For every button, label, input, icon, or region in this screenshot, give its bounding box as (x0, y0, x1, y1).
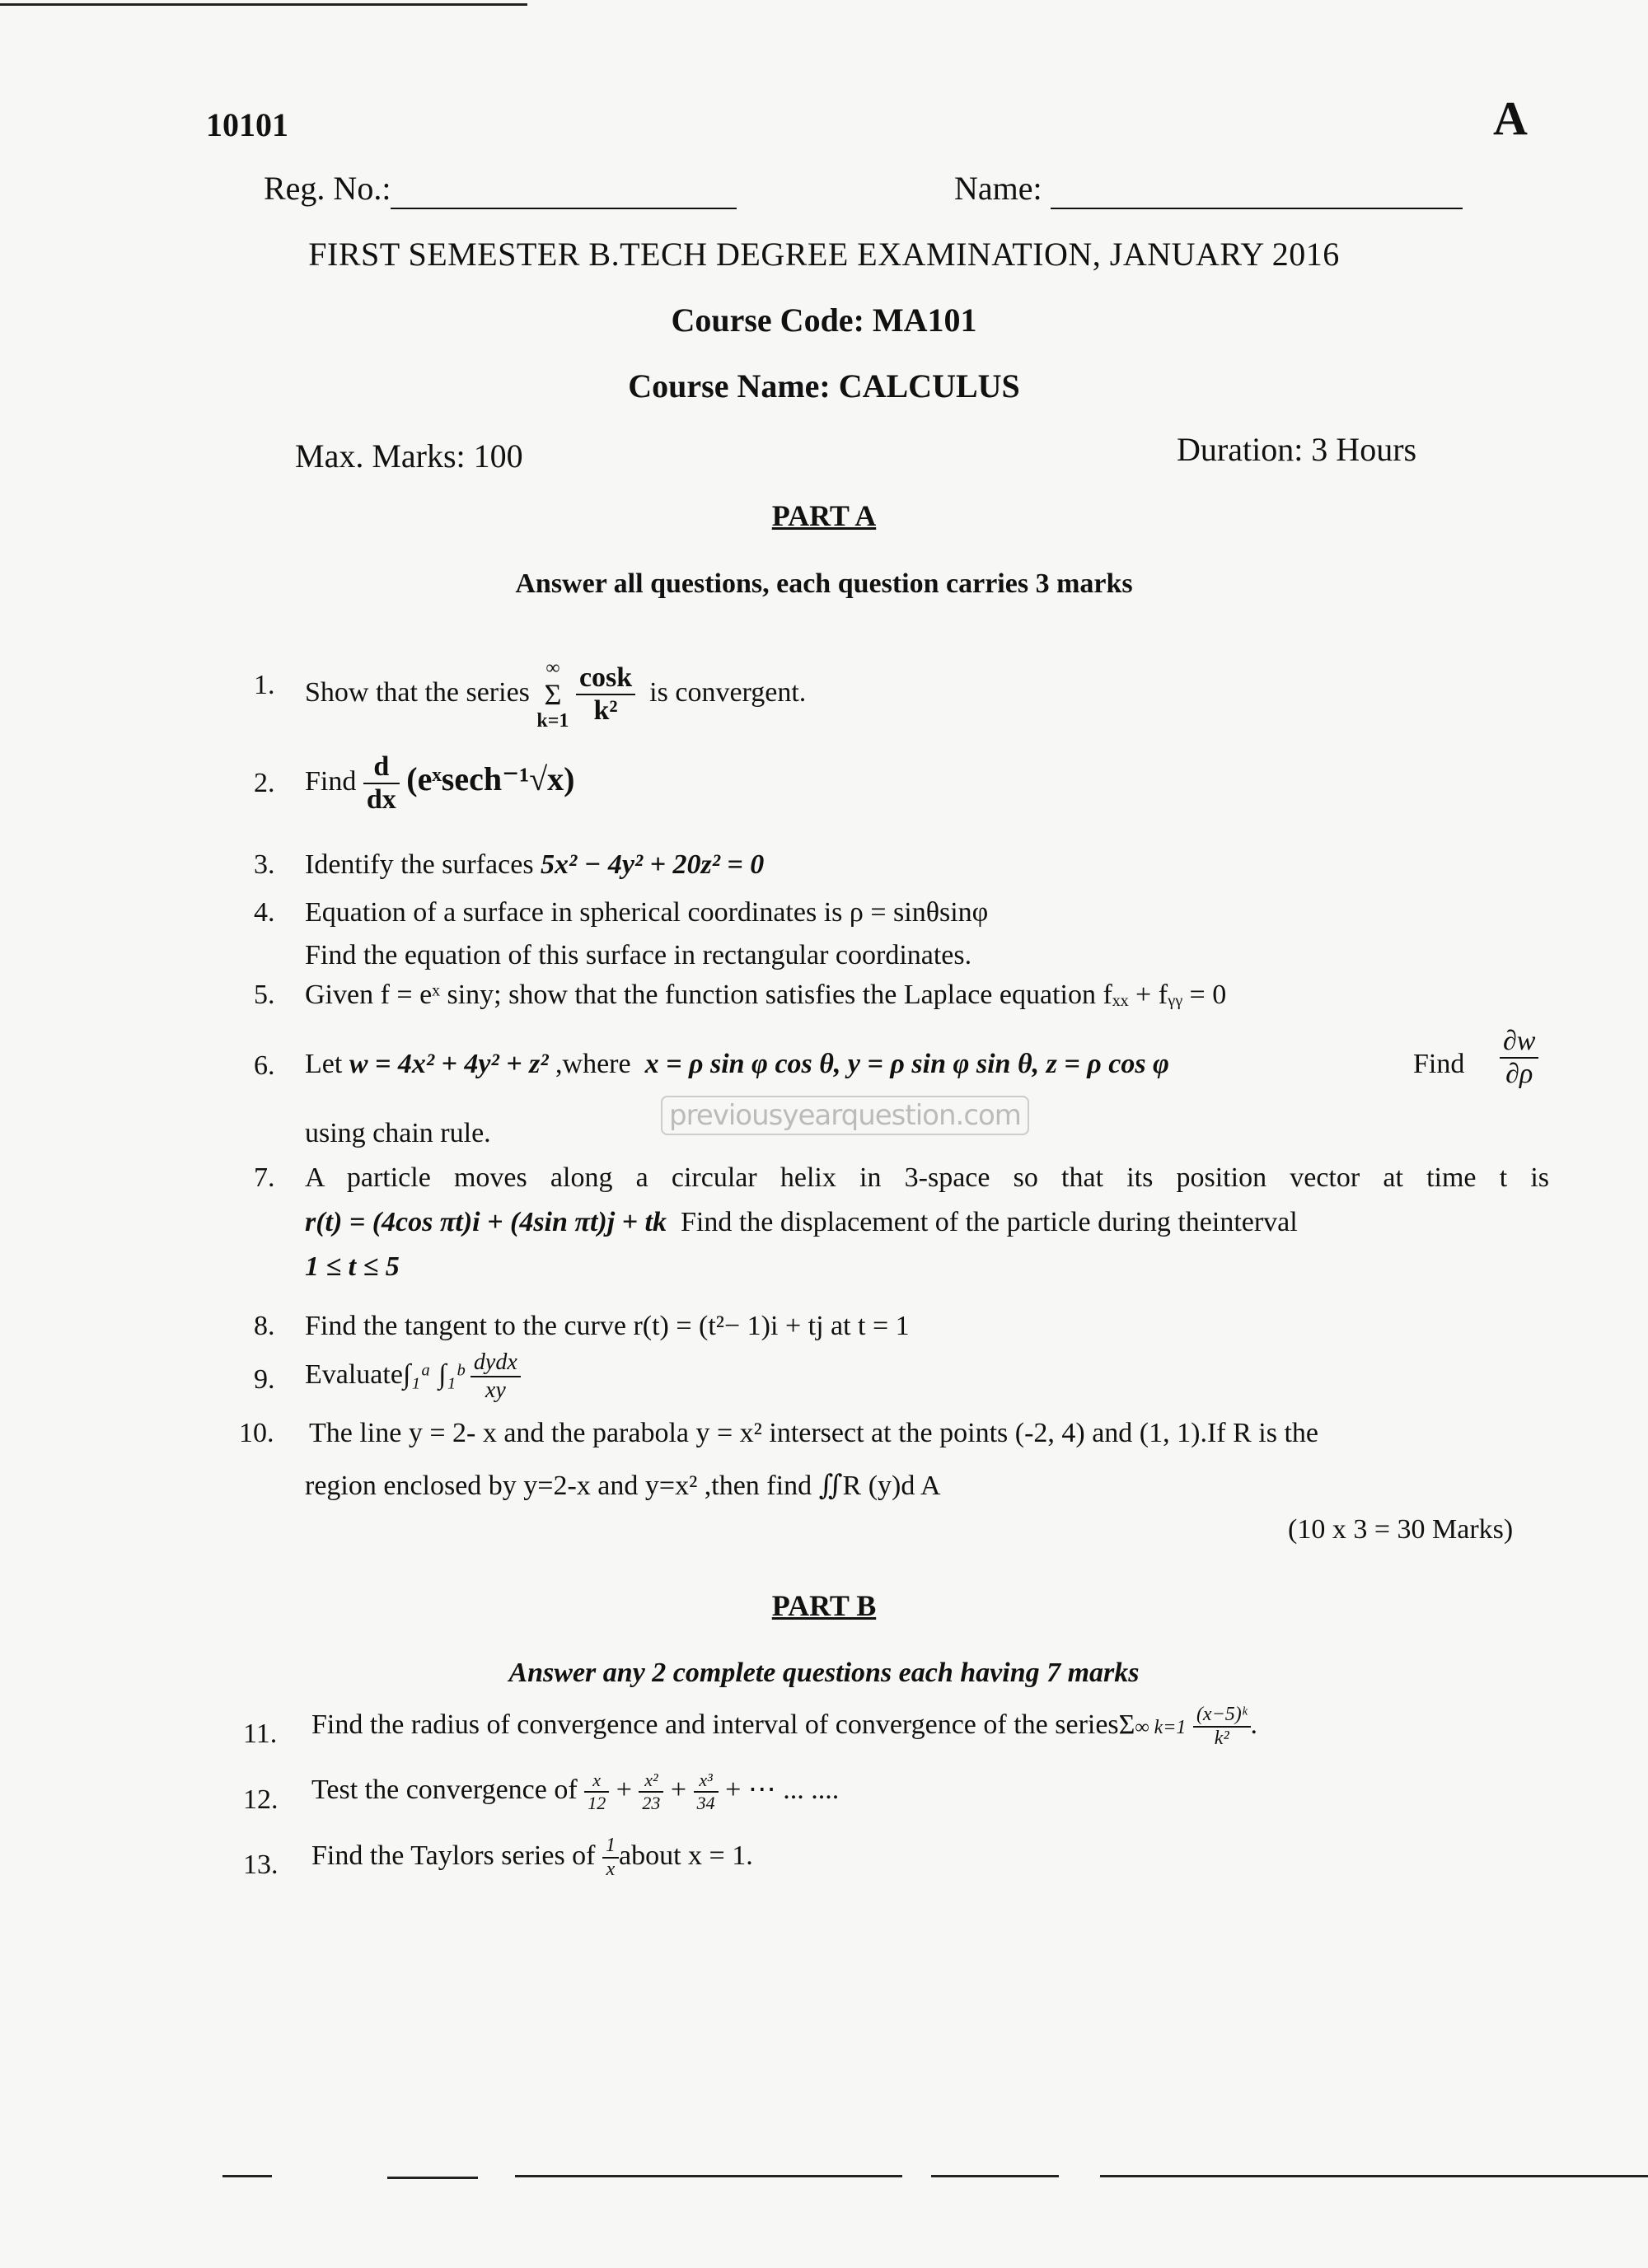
q11-pre-text: Find the radius of convergence and interval of convergence of the series (311, 1709, 1119, 1740)
term-1-denominator: 12 (588, 1793, 606, 1813)
derivative-numerator: d (363, 751, 400, 784)
question-set: A (1493, 91, 1528, 145)
question-text (305, 751, 575, 816)
sigma-symbol: Σ (544, 678, 562, 711)
sum-lower-limit: k=1 (536, 710, 569, 732)
q3-pre-text: Identify the surfaces (305, 849, 534, 880)
q1-pre-text: Show that the series (305, 676, 530, 708)
q7-line-2 (305, 1206, 1549, 1239)
reg-no-blank (391, 169, 737, 209)
term-3-numerator: x³ (694, 1770, 719, 1793)
term-3-denominator: 34 (696, 1793, 715, 1813)
q6-pre-text: Let (305, 1049, 343, 1079)
reciprocal-fraction (602, 1835, 619, 1881)
series-tail: + ⋯ ... .... (725, 1774, 840, 1805)
sum-limits: ∞ k=1 (1135, 1716, 1187, 1738)
fraction (576, 662, 635, 727)
footer-rule (1100, 2175, 1648, 2177)
derivative-denominator: dx (366, 784, 396, 815)
course-code: Course Code: MA101 (671, 302, 977, 339)
q1-post-text: is convergent. (649, 676, 807, 708)
question-number: 7. (254, 1162, 275, 1193)
part-a-marks: (10 x 3 = 30 Marks) (1288, 1514, 1514, 1545)
q4-line-1: Equation of a surface in spherical coordinates is ρ = sinθsinφ (305, 897, 989, 928)
part-b-instruction: Answer any 2 complete questions each having 7 marks (508, 1658, 1140, 1688)
sum-upper-limit: ∞ (545, 657, 560, 679)
q11-post-text: . (1250, 1709, 1258, 1740)
question-text (305, 655, 806, 734)
reciprocal-denominator: x (606, 1859, 616, 1880)
question-number: 6. (254, 1050, 275, 1081)
term-2-denominator: 23 (642, 1793, 661, 1813)
question-13 (0, 1833, 1648, 1899)
question-number: 10. (239, 1418, 274, 1448)
question-number: 4. (254, 897, 275, 928)
name-field (954, 169, 1463, 209)
q10-line-1: The line y = 2- x and the parabola y = x² intersect at the points (-2, 4) and (1, 1).If R is the (309, 1418, 1318, 1448)
q7-position-vector: r(t) = (4cos πt)i + (4sin πt)j + tk (305, 1207, 667, 1237)
partial-denominator: ∂ρ (1505, 1059, 1533, 1089)
part-a-title: PART A (771, 499, 877, 532)
q6-coordinates: x = ρ sin φ cos θ, y = ρ sin φ sin θ, z = ρ cos φ (644, 1049, 1169, 1079)
summation (536, 655, 569, 734)
q10-line-2: region enclosed by y=2-x and y=x² ,then find ∬R (y)d A (305, 1471, 941, 1501)
integrand-numerator: dydx (471, 1349, 521, 1377)
integrand-denominator: xy (485, 1377, 506, 1403)
partial-derivative (1500, 1026, 1538, 1090)
term-1-fraction (584, 1770, 609, 1814)
reg-no-label: Reg. No.: (264, 170, 391, 207)
q6-find-text: Find (1413, 1049, 1465, 1079)
q2-expression: (eˣsech⁻¹√x) (406, 760, 575, 797)
q13-pre-text: Find the Taylors series of (311, 1840, 596, 1871)
watermark: previousyearquestion.com (661, 1096, 1029, 1135)
q12-pre-text: Test the convergence of (311, 1774, 578, 1805)
question-7 (0, 1162, 1648, 1302)
question-number: 1. (254, 670, 275, 700)
question-number: 12. (243, 1784, 279, 1815)
q4-line-2: Find the equation of this surface in rectangular coordinates. (305, 940, 972, 970)
name-blank (1051, 169, 1463, 209)
partial-numerator: ∂w (1500, 1026, 1538, 1059)
question-number: 3. (254, 849, 275, 880)
q9-double-integral: ∫₁ᵃ ∫₁ᵇ (402, 1358, 464, 1390)
q6-line-2: using chain rule. (305, 1118, 491, 1148)
q7-line-1: A particle moves along a circular helix in 3-space so that its position vector at time t is (305, 1162, 1549, 1193)
footer-rule (515, 2175, 902, 2177)
sigma-symbol: Σ (1118, 1709, 1135, 1740)
q13-post-text: about x = 1. (619, 1840, 753, 1871)
question-number: 5. (254, 980, 275, 1010)
fraction-denominator: k² (593, 695, 618, 726)
q5-text: Given f = eˣ siny; show that the function satisfies the Laplace equation fₓₓ + fᵧᵧ = 0 (305, 980, 1227, 1010)
fraction-numerator: cosk (576, 662, 635, 695)
q3-expression: 5x² − 4y² + 20z² = 0 (541, 849, 765, 880)
paper-code: 10101 (206, 106, 288, 143)
q7-line-2-text: Find the displacement of the particle during theinterval (681, 1207, 1298, 1237)
q7-interval: 1 ≤ t ≤ 5 (305, 1251, 400, 1282)
footer-rule (222, 2175, 272, 2177)
question-text (305, 1349, 521, 1404)
question-text (311, 1704, 1257, 1750)
question-11 (0, 1697, 1648, 1763)
question-text (305, 1049, 1169, 1080)
course-name: Course Name: CALCULUS (628, 367, 1020, 404)
question-12 (0, 1763, 1648, 1829)
q6-w-expression: w = 4x² + 4y² + z² (349, 1049, 549, 1079)
derivative-operator (363, 751, 400, 816)
question-text (305, 849, 764, 881)
term-2-numerator: x² (639, 1770, 663, 1793)
footer-rule (931, 2175, 1059, 2177)
term-3-fraction (694, 1770, 719, 1814)
question-number: 11. (243, 1719, 278, 1749)
series-term-numerator: (x−5)ᵏ (1193, 1704, 1251, 1728)
footer-rule (387, 2177, 478, 2179)
reciprocal-numerator: 1 (602, 1835, 619, 1859)
question-6 (0, 1026, 1648, 1157)
series-term-fraction (1193, 1704, 1251, 1750)
top-edge-line (0, 3, 527, 6)
series-term-denominator: k² (1214, 1728, 1229, 1749)
question-text (311, 1835, 753, 1881)
question-text: Test the convergence of $\frac{x}{12}$ + $\frac{\text{x²}}{23}$ + $\frac{\text{x³}}{34}$ + ⋯ ... .... (311, 1770, 840, 1813)
question-number: 8. (254, 1311, 275, 1341)
question-9 (0, 1349, 1648, 1415)
question-number: 13. (243, 1849, 279, 1880)
name-label: Name: (954, 170, 1042, 207)
part-a-instruction: Answer all questions, each question carries 3 marks (515, 568, 1133, 599)
term-2-fraction (639, 1770, 663, 1814)
q6-where-text: ,where (555, 1049, 631, 1079)
question-2 (0, 741, 1648, 832)
q2-pre-text: Find (305, 765, 357, 797)
duration: Duration: 3 Hours (1177, 431, 1417, 468)
question-number: 9. (254, 1364, 275, 1395)
question-number: 2. (254, 768, 275, 798)
question-1 (0, 638, 1648, 732)
part-b-title: PART B (771, 1589, 877, 1622)
q9-pre-text: Evaluate (305, 1358, 403, 1390)
exam-title: FIRST SEMESTER B.TECH DEGREE EXAMINATION, JANUARY 2016 (308, 236, 1340, 273)
q8-text: Find the tangent to the curve r(t) = (t²− 1)i + tj at t = 1 (305, 1311, 910, 1341)
integrand-fraction (471, 1349, 521, 1404)
max-marks: Max. Marks: 100 (295, 437, 523, 475)
term-1-numerator: x (584, 1770, 609, 1793)
reg-no-field (264, 169, 737, 209)
